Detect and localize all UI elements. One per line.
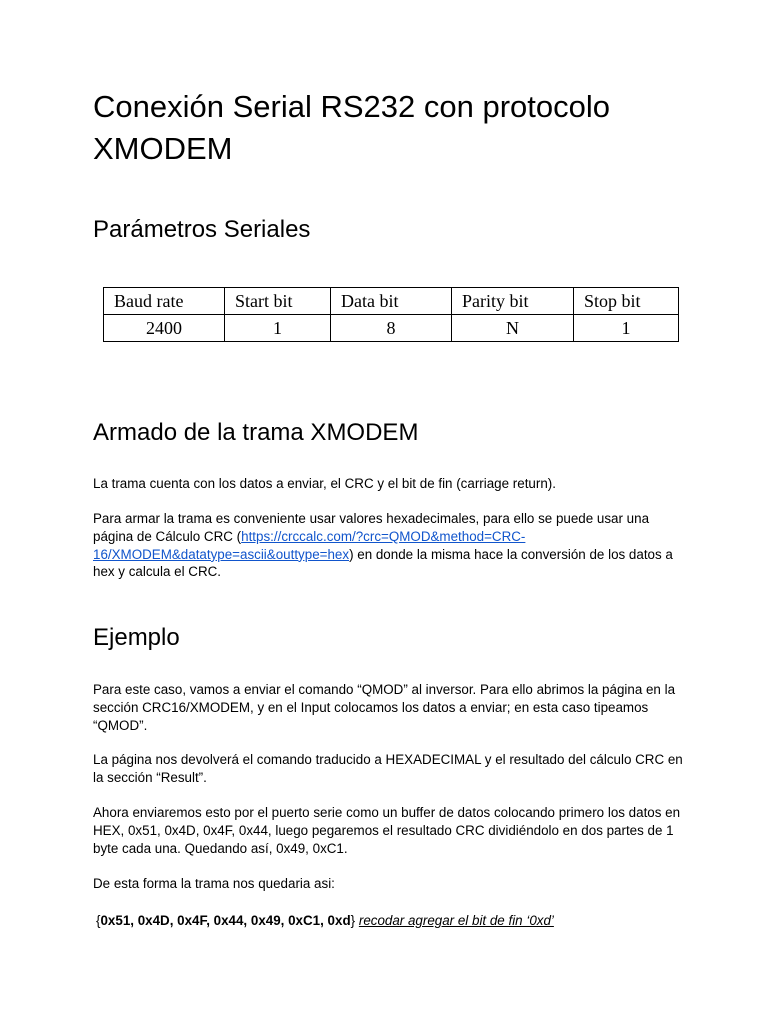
frame-paragraph-2	[93, 510, 683, 581]
example-paragraph-2: La página nos devolverá el comando traducido a HEXADECIMAL y el resultado del cálculo CRC en la sección “Result”.	[93, 752, 683, 785]
table-header-row	[104, 288, 679, 315]
table-cell: 2400	[104, 315, 225, 342]
example-paragraph-4: De esta forma la trama nos quedaria asi:	[93, 876, 335, 891]
example-paragraph-1: Para este caso, vamos a enviar el comando “QMOD” al inversor. Para ello abrimos la página en la sección CRC16/XMODEM, y en el Input colocamos los datos a enviar; en esta caso tipeamos “QMOD”.	[93, 682, 676, 733]
page-title: Conexión Serial RS232 con protocolo XMODEM	[93, 89, 610, 166]
frame-paragraph-1: La trama cuenta con los datos a enviar, el CRC y el bit de fin (carriage return).	[93, 476, 556, 491]
table-header-cell: Stop bit	[574, 288, 679, 315]
table-header-cell: Start bit	[225, 288, 331, 315]
frame-note: recodar agregar el bit de fin ‘0xd’	[358, 913, 554, 928]
frame-bytes: 0x51, 0x4D, 0x4F, 0x44, 0x49, 0xC1, 0xd	[100, 913, 351, 928]
frame-bytes-line	[96, 912, 686, 930]
table-row	[104, 315, 679, 342]
frame-paragraph-2-tail: ) en donde la misma hace la conversión de los datos a hex y calcula el CRC.	[93, 546, 673, 580]
table-header-cell: Data bit	[331, 288, 452, 315]
table-cell: 1	[225, 315, 331, 342]
example-paragraph-3: Ahora enviaremos esto por el puerto serie como un buffer de datos colocando primero los datos en HEX, 0x51, 0x4D, 0x4F, 0x44, luego pegaremos el resultado CRC dividiéndolo en dos partes de 1 byte cada una. Quedando así, 0x49, 0xC1.	[93, 805, 681, 856]
heading-frame-build: Armado de la trama XMODEM	[93, 419, 419, 446]
heading-serial-params: Parámetros Seriales	[93, 216, 311, 243]
frame-paragraph-2-text: Para armar la trama es conveniente usar valores hexadecimales, para ello se puede usar una página de Cálculo CRC (	[93, 511, 650, 544]
frame-close-brace: }	[350, 913, 356, 928]
crccalc-link[interactable]: https://crccalc.com/?crc=QMOD&method=CRC-16/XMODEM&datatype=ascii&outtype=hex	[93, 528, 526, 562]
table-header-cell: Parity bit	[452, 288, 574, 315]
serial-params-table	[103, 287, 679, 342]
table-cell: 1	[574, 315, 679, 342]
table-header-cell: Baud rate	[104, 288, 225, 315]
table-cell: 8	[331, 315, 452, 342]
table-cell: N	[452, 315, 574, 342]
frame-open-brace: {	[96, 913, 101, 928]
heading-example: Ejemplo	[93, 624, 180, 651]
